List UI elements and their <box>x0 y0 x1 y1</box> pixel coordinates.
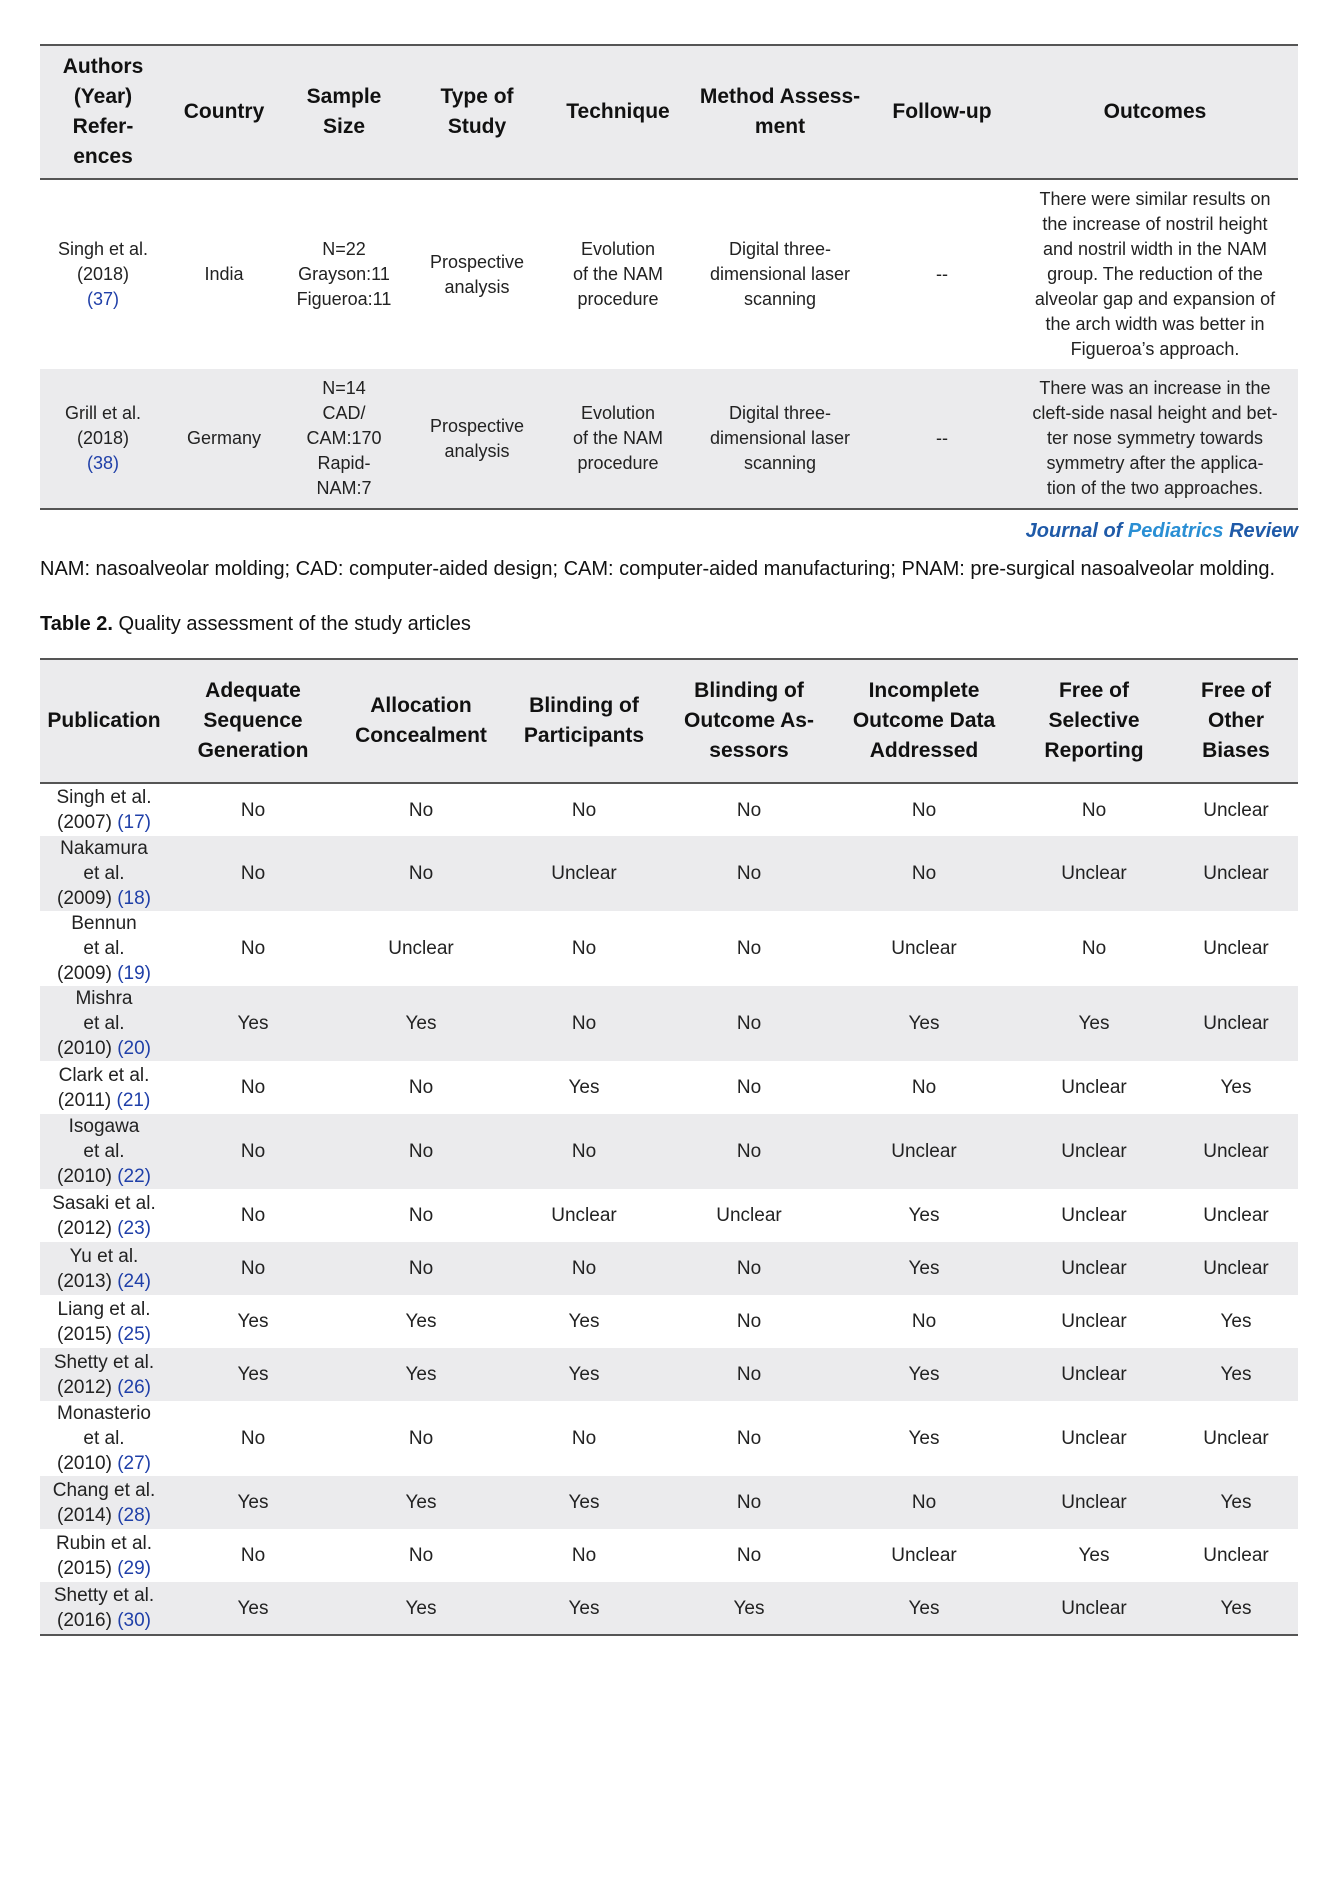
publication-year: (2011) <box>57 1089 117 1111</box>
assessment-cell: No <box>571 938 597 959</box>
publication-author: et al. <box>83 1428 125 1449</box>
assessment-cell: No <box>240 1205 266 1226</box>
assessment-cell: Yes <box>405 1492 437 1513</box>
sample-size-cell <box>282 369 406 509</box>
assessment-cell: No <box>736 1364 762 1385</box>
type-of-study-cell <box>406 369 548 509</box>
table-row <box>40 1114 1298 1189</box>
table-row <box>40 1242 1298 1295</box>
assessment-cell: No <box>736 1428 762 1449</box>
publication-year: (2007) <box>57 812 118 833</box>
method-line: dimensional laser <box>709 264 851 284</box>
assessment-cell: Unclear <box>1203 799 1269 821</box>
assessment-cell: No <box>911 1311 937 1332</box>
assessment-cell: No <box>736 1258 762 1279</box>
assessment-cell: Yes <box>908 1364 940 1385</box>
page <box>40 44 1298 1636</box>
assessment-cell: No <box>571 1428 597 1449</box>
assessment-cell: Unclear <box>551 863 617 884</box>
assessment-cell: No <box>408 1077 434 1098</box>
method-line: dimensional laser <box>709 428 851 448</box>
assessment-cell: Unclear <box>1061 1597 1127 1619</box>
publication-author: Singh et al. <box>56 787 152 808</box>
outcome-line: and nostril width in the NAM <box>1042 239 1268 259</box>
quality-assessment-table <box>40 658 1298 1636</box>
assessment-cell: Unclear <box>1061 1258 1127 1279</box>
table-row <box>40 836 1298 911</box>
table1-header-sample-size: Sample Size <box>306 85 382 138</box>
reference-link[interactable]: (17) <box>117 812 151 833</box>
publication-year-line <box>44 1608 164 1633</box>
publication-author: Isogawa <box>68 1116 140 1137</box>
assessment-cell: No <box>736 1141 762 1162</box>
publication-year-line <box>44 1164 164 1189</box>
reference-link[interactable]: (27) <box>117 1453 151 1474</box>
assessment-cell: Unclear <box>1203 1205 1269 1226</box>
assessment-cell: No <box>408 799 434 821</box>
publication-year: (2010) <box>57 1038 118 1059</box>
publication-cell <box>40 1582 168 1635</box>
assessment-cell: No <box>571 1258 597 1279</box>
reference-link[interactable]: (21) <box>116 1089 151 1111</box>
outcome-line: group. The reduction of the <box>1047 264 1263 284</box>
assessment-cell: Unclear <box>1203 1258 1269 1279</box>
assessment-cell: Yes <box>237 1597 269 1619</box>
publication-cell <box>40 986 168 1061</box>
publication-year: (2015) <box>57 1323 118 1345</box>
table-row <box>40 1529 1298 1582</box>
publication-year-line <box>44 886 164 911</box>
assessment-cell: Yes <box>908 1205 940 1226</box>
table-row <box>40 1348 1298 1401</box>
reference-link[interactable]: (29) <box>117 1557 151 1579</box>
assessment-cell: Unclear <box>1203 1545 1269 1566</box>
sample-line: Grayson:11 <box>298 264 390 284</box>
assessment-cell: No <box>571 1013 597 1034</box>
assessment-cell: No <box>911 799 937 821</box>
author-name: Singh et al. <box>57 239 149 259</box>
technique-line: Evolution <box>580 239 656 259</box>
assessment-cell: Yes <box>237 1364 269 1385</box>
sample-size-cell <box>282 179 406 369</box>
assessment-cell: Yes <box>1078 1545 1110 1566</box>
table2-header-blinding-assessors: Blinding of Outcome As-sessors <box>684 679 814 762</box>
publication-author: Bennun <box>71 913 137 934</box>
assessment-cell: Unclear <box>716 1205 782 1226</box>
assessment-cell: No <box>736 1311 762 1332</box>
table1-header-authors: Authors (Year) Refer-ences <box>62 55 144 168</box>
publication-author: Yu et al. <box>69 1245 139 1267</box>
assessment-cell: Unclear <box>891 938 957 959</box>
publication-year-line <box>44 1322 164 1347</box>
assessment-cell: Unclear <box>1061 1492 1127 1513</box>
sample-line: Rapid- <box>317 453 371 473</box>
author-cell <box>40 179 166 369</box>
publication-author: et al. <box>83 863 125 884</box>
assessment-cell: No <box>408 863 434 884</box>
journal-logo-part: Journal of <box>1025 520 1128 542</box>
table2-header-sequence-generation: Adequate Sequence Generation <box>197 679 309 762</box>
method-line: scanning <box>743 289 817 309</box>
type-line: analysis <box>444 440 510 461</box>
table1-header-outcomes: Outcomes <box>1103 100 1207 123</box>
assessment-cell: Yes <box>405 1311 437 1332</box>
table2-caption-label: Table 2. <box>40 613 113 635</box>
assessment-cell: Yes <box>1078 1013 1110 1034</box>
technique-line: of the NAM <box>572 264 664 284</box>
publication-year-line <box>44 1088 164 1113</box>
assessment-cell: No <box>1081 799 1107 821</box>
assessment-cell: No <box>911 1492 937 1513</box>
assessment-cell: Yes <box>405 1013 437 1034</box>
assessment-cell: Unclear <box>1203 938 1269 959</box>
table2-caption <box>40 608 1298 640</box>
publication-cell <box>40 1114 168 1189</box>
assessment-cell: Yes <box>908 1013 940 1034</box>
author-year: (2018) <box>76 428 130 448</box>
publication-year-line <box>44 1503 164 1528</box>
publication-year-line <box>44 1375 164 1400</box>
type-line: Prospective <box>429 251 525 272</box>
table2-caption-text: Quality assessment of the study articles <box>113 613 471 635</box>
assessment-cell: No <box>240 863 266 884</box>
publication-year: (2014) <box>57 1504 118 1526</box>
reference-link[interactable]: (37) <box>86 289 119 309</box>
assessment-cell: No <box>240 1428 266 1449</box>
assessment-cell: Yes <box>237 1492 269 1513</box>
assessment-cell: No <box>736 1492 762 1513</box>
table-row <box>40 1061 1298 1114</box>
assessment-cell: Yes <box>405 1364 437 1385</box>
table-row <box>40 1401 1298 1476</box>
assessment-cell: Unclear <box>1061 1364 1127 1385</box>
type-line: Prospective <box>429 415 525 436</box>
sample-line: N=14 <box>322 378 366 398</box>
follow-up-cell: -- <box>936 264 948 284</box>
publication-author: Shetty et al. <box>53 1585 155 1606</box>
publication-year-line <box>44 1556 164 1581</box>
table1-header-type-of-study: Type of Study <box>440 85 514 138</box>
type-line: analysis <box>444 276 510 297</box>
publication-cell <box>40 1401 168 1476</box>
table1-header-row <box>40 45 1298 179</box>
sample-line: NAM:7 <box>316 478 372 498</box>
technique-line: of the NAM <box>572 428 664 448</box>
assessment-cell: Yes <box>1220 1364 1252 1385</box>
assessment-cell: Unclear <box>1061 1311 1127 1332</box>
assessment-cell: No <box>736 1545 762 1566</box>
table2-header-incomplete-outcome: Incomplete Outcome Data Addressed <box>852 679 996 762</box>
method-line: scanning <box>743 453 817 473</box>
technique-line: Evolution <box>580 403 656 423</box>
technique-line: procedure <box>577 289 659 309</box>
assessment-cell: Yes <box>1220 1077 1252 1098</box>
publication-author: Chang et al. <box>52 1479 156 1501</box>
assessment-cell: Yes <box>1220 1492 1252 1513</box>
outcome-line: There was an increase in the <box>1039 378 1271 398</box>
publication-cell <box>40 1061 168 1114</box>
assessment-cell: Unclear <box>388 938 454 959</box>
assessment-cell: No <box>408 1205 434 1226</box>
follow-up-cell: -- <box>936 428 948 448</box>
reference-link[interactable]: (20) <box>117 1038 151 1059</box>
method-line: Digital three- <box>728 403 832 423</box>
assessment-cell: No <box>240 1077 266 1098</box>
outcome-line: Figueroa’s approach. <box>1070 339 1240 359</box>
assessment-cell: Unclear <box>1061 863 1127 884</box>
assessment-cell: No <box>736 1077 762 1098</box>
assessment-cell: No <box>408 1428 434 1449</box>
country-cell: India <box>204 264 244 284</box>
reference-link[interactable]: (28) <box>117 1504 151 1526</box>
assessment-cell: Unclear <box>1061 1205 1127 1226</box>
sample-line: CAD/ <box>322 403 366 423</box>
publication-author: Nakamura <box>60 838 148 859</box>
publication-author: Clark et al. <box>58 1064 150 1086</box>
publication-cell <box>40 1242 168 1295</box>
table-row <box>40 1189 1298 1242</box>
technique-cell <box>548 369 688 509</box>
assessment-cell: No <box>408 1258 434 1279</box>
publication-cell <box>40 911 168 986</box>
reference-link[interactable]: (30) <box>117 1610 151 1631</box>
journal-logo <box>40 518 1298 544</box>
table2-header-allocation-concealment: Allocation Concealment <box>355 694 487 747</box>
publication-cell <box>40 1295 168 1348</box>
assessment-cell: No <box>911 1077 937 1098</box>
publication-cell <box>40 1348 168 1401</box>
outcome-line: There were similar results on <box>1039 189 1271 209</box>
assessment-cell: Unclear <box>1203 1013 1269 1034</box>
assessment-cell: No <box>571 1545 597 1566</box>
study-characteristics-table <box>40 44 1298 510</box>
assessment-cell: Yes <box>568 1492 600 1513</box>
table-row <box>40 179 1298 369</box>
assessment-cell: No <box>1081 938 1107 959</box>
publication-year: (2012) <box>57 1376 118 1398</box>
reference-link[interactable]: (24) <box>117 1270 151 1292</box>
sample-line: CAM:170 <box>306 428 382 448</box>
reference-link[interactable]: (38) <box>86 453 119 473</box>
assessment-cell: Yes <box>733 1597 765 1619</box>
assessment-cell: Yes <box>568 1311 600 1332</box>
publication-year-line <box>44 961 164 986</box>
assessment-cell: No <box>736 1013 762 1034</box>
reference-link[interactable]: (19) <box>117 963 151 984</box>
table2-header-row <box>40 659 1298 783</box>
publication-author: Monasterio <box>57 1403 151 1424</box>
outcomes-cell <box>1012 179 1298 369</box>
assessment-cell: Yes <box>1220 1311 1252 1332</box>
assessment-cell: No <box>571 1141 597 1162</box>
method-assessment-cell <box>688 179 872 369</box>
technique-line: procedure <box>577 453 659 473</box>
journal-logo-part: Review <box>1229 520 1298 542</box>
publication-year: (2012) <box>57 1217 118 1239</box>
publication-cell <box>40 783 168 836</box>
author-name: Grill et al. <box>64 403 142 423</box>
assessment-cell: No <box>240 1258 266 1279</box>
reference-link[interactable]: (23) <box>117 1217 151 1239</box>
assessment-cell: Yes <box>908 1258 940 1279</box>
table-row <box>40 1295 1298 1348</box>
assessment-cell: Yes <box>1220 1597 1252 1619</box>
table-row <box>40 911 1298 986</box>
table-row <box>40 1476 1298 1529</box>
method-line: Digital three- <box>728 239 832 259</box>
table2-header-selective-reporting: Free of Selective Reporting <box>1044 679 1144 762</box>
assessment-cell: Yes <box>908 1597 940 1619</box>
author-cell <box>40 369 166 509</box>
publication-author: Sasaki et al. <box>52 1192 156 1214</box>
publication-cell <box>40 1189 168 1242</box>
outcome-line: alveolar gap and expansion of <box>1034 289 1276 309</box>
publication-year: (2015) <box>57 1557 118 1579</box>
publication-author: Shetty et al. <box>53 1351 155 1373</box>
outcome-line: the increase of nostril height <box>1042 214 1268 234</box>
publication-year-line <box>44 1036 164 1061</box>
assessment-cell: Yes <box>568 1364 600 1385</box>
reference-link[interactable]: (26) <box>117 1376 151 1398</box>
assessment-cell: Unclear <box>1203 1428 1269 1449</box>
table2-header-blinding-participants: Blinding of Participants <box>523 694 645 747</box>
assessment-cell: No <box>408 1141 434 1162</box>
table-row <box>40 1582 1298 1635</box>
assessment-cell: Yes <box>237 1013 269 1034</box>
publication-cell <box>40 1476 168 1529</box>
reference-link[interactable]: (25) <box>117 1323 151 1345</box>
publication-author: et al. <box>83 938 125 959</box>
publication-cell <box>40 1529 168 1582</box>
assessment-cell: Yes <box>237 1311 269 1332</box>
table2-body <box>40 783 1298 1635</box>
publication-year-line <box>44 1216 164 1241</box>
table1-header-method-assessment: Method Assess-ment <box>699 85 861 138</box>
table2-header-publication: Publication <box>47 709 161 732</box>
journal-logo-part: Pediatrics <box>1127 520 1230 542</box>
publication-cell <box>40 836 168 911</box>
outcome-line: symmetry after the applica- <box>1046 453 1264 473</box>
table1-header-technique: Technique <box>566 100 670 123</box>
assessment-cell: Unclear <box>1203 1141 1269 1162</box>
table-row <box>40 369 1298 509</box>
assessment-cell: No <box>571 799 597 821</box>
publication-year: (2009) <box>57 888 118 909</box>
assessment-cell: No <box>240 1141 266 1162</box>
assessment-cell: No <box>736 938 762 959</box>
assessment-cell: Yes <box>908 1428 940 1449</box>
outcome-line: ter nose symmetry towards <box>1046 428 1264 448</box>
assessment-cell: Unclear <box>1061 1077 1127 1098</box>
publication-author: et al. <box>83 1013 125 1034</box>
publication-year: (2016) <box>57 1610 118 1631</box>
sample-line: N=22 <box>322 239 366 259</box>
table1-header-country: Country <box>183 100 265 123</box>
assessment-cell: Yes <box>568 1077 600 1098</box>
table-row <box>40 783 1298 836</box>
assessment-cell: No <box>408 1545 434 1566</box>
assessment-cell: Yes <box>405 1597 437 1619</box>
table1-footnote: NAM: nasoalveolar molding; CAD: computer-aided design; CAM: computer-aided manufacturing; PNAM: pre-surgical nasoalveolar molding. <box>40 558 1276 580</box>
publication-year: (2010) <box>57 1453 118 1474</box>
assessment-cell: Unclear <box>551 1205 617 1226</box>
country-cell: Germany <box>186 428 262 448</box>
publication-author: Liang et al. <box>57 1298 151 1320</box>
type-of-study-cell <box>406 179 548 369</box>
assessment-cell: Unclear <box>1203 863 1269 884</box>
outcome-line: cleft-side nasal height and bet- <box>1032 403 1278 423</box>
outcomes-cell <box>1012 369 1298 509</box>
publication-author: Rubin et al. <box>55 1532 153 1554</box>
assessment-cell: Yes <box>568 1597 600 1619</box>
table1-header-follow-up: Follow-up <box>892 100 992 123</box>
outcome-line: the arch width was better in <box>1045 314 1265 334</box>
assessment-cell: Unclear <box>891 1141 957 1162</box>
assessment-cell: Unclear <box>1061 1141 1127 1162</box>
table2-header-other-biases: Free of Other Biases <box>1200 679 1271 762</box>
reference-link[interactable]: (18) <box>117 888 151 909</box>
assessment-cell: No <box>240 799 266 821</box>
publication-year-line <box>44 810 164 835</box>
assessment-cell: No <box>736 863 762 884</box>
outcome-line: tion of the two approaches. <box>1046 478 1264 498</box>
method-assessment-cell <box>688 369 872 509</box>
table-row <box>40 986 1298 1061</box>
publication-year-line <box>44 1269 164 1294</box>
sample-line: Figueroa:11 <box>296 289 392 309</box>
assessment-cell: No <box>911 863 937 884</box>
assessment-cell: Unclear <box>1061 1428 1127 1449</box>
author-year: (2018) <box>76 264 130 284</box>
assessment-cell: No <box>240 938 266 959</box>
assessment-cell: Unclear <box>891 1545 957 1566</box>
publication-year: (2010) <box>57 1166 118 1187</box>
publication-year-line <box>44 1451 164 1476</box>
publication-year: (2009) <box>57 963 118 984</box>
technique-cell <box>548 179 688 369</box>
publication-author: Mishra <box>75 988 133 1009</box>
reference-link[interactable]: (22) <box>117 1166 151 1187</box>
assessment-cell: No <box>736 799 762 821</box>
publication-year: (2013) <box>57 1270 118 1292</box>
publication-author: et al. <box>83 1141 125 1162</box>
assessment-cell: No <box>240 1545 266 1566</box>
